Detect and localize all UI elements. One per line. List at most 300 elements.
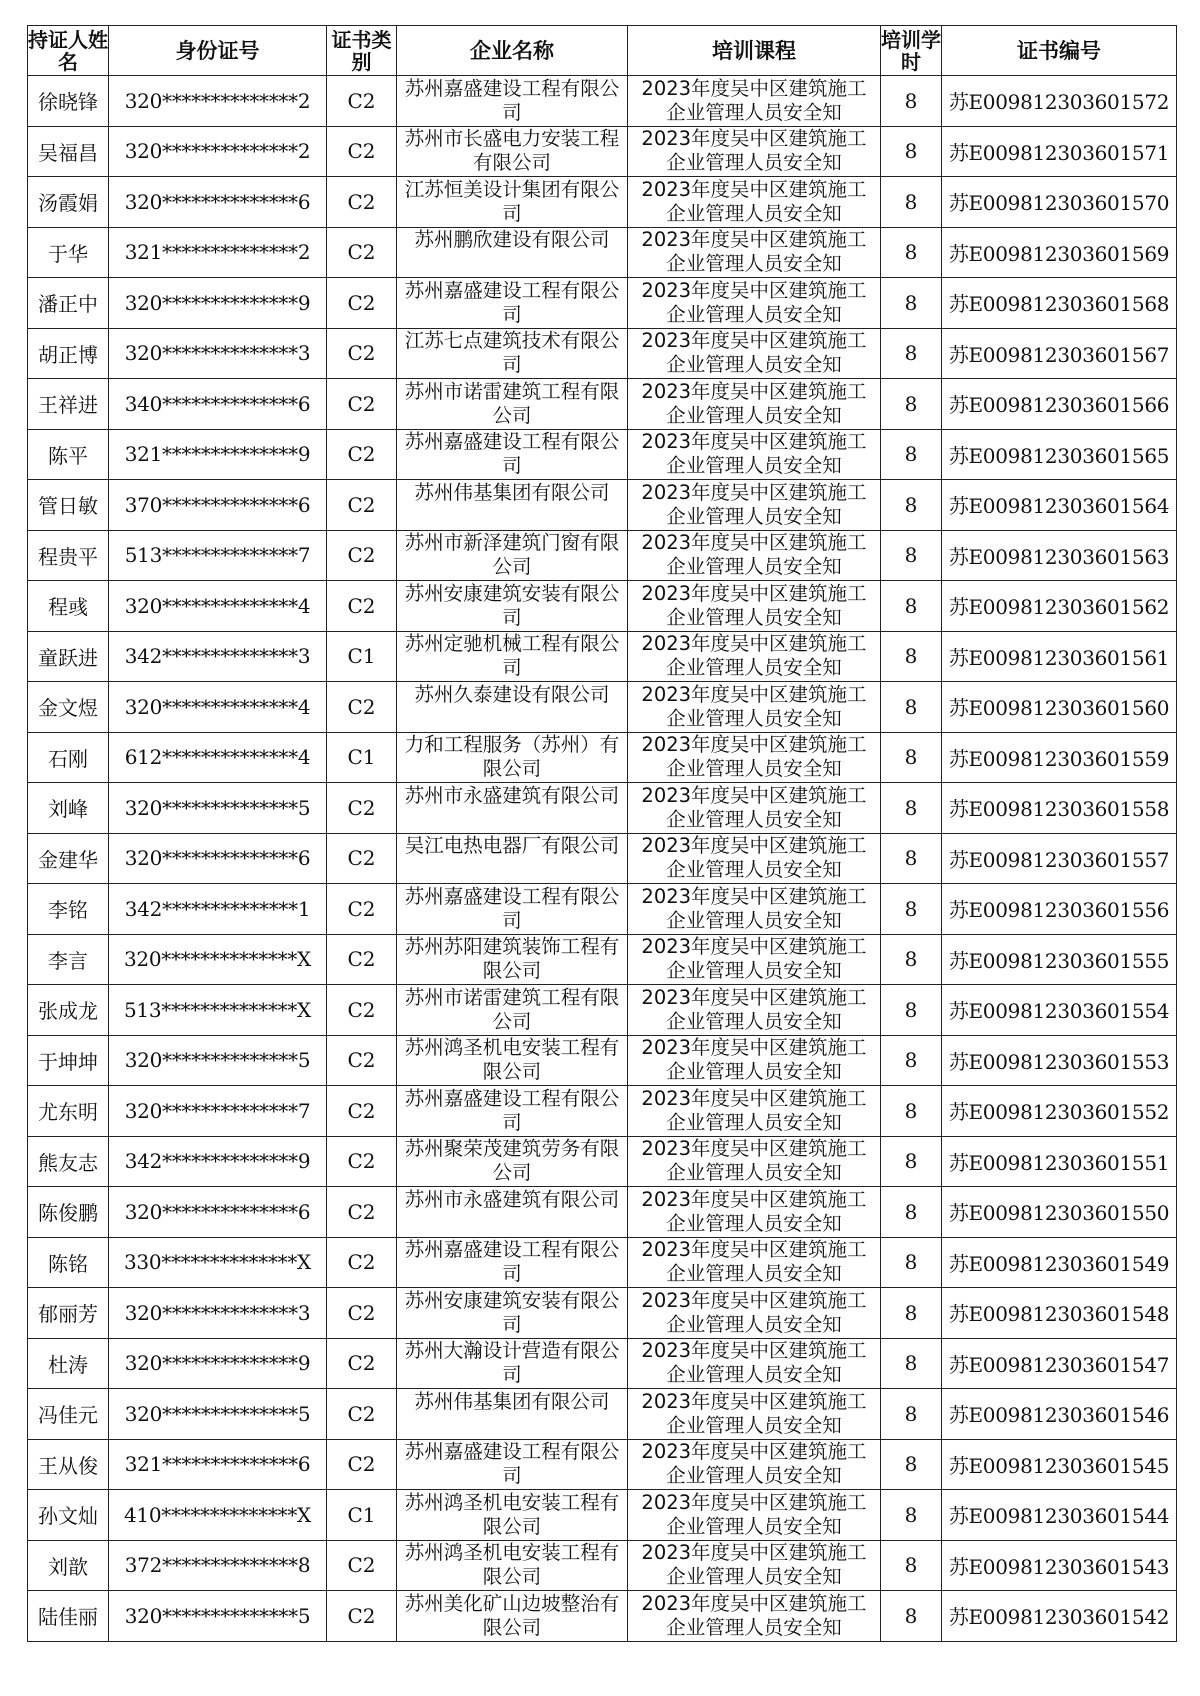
course-cell (628, 1035, 881, 1086)
course-cell (628, 1540, 881, 1591)
company-cell-text: 苏州嘉盛建设工程有限公司 (404, 278, 620, 326)
id-number-cell: 320**************4 (109, 682, 327, 733)
company-cell-text: 苏州定驰机械工程有限公司 (404, 632, 620, 680)
course-cell (628, 480, 881, 531)
company-cell-text: 苏州伟基集团有限公司 (414, 480, 610, 504)
company-cell-text: 苏州嘉盛建设工程有限公司 (404, 1086, 620, 1134)
holder-name-cell: 金建华 (28, 833, 109, 884)
course-cell (628, 379, 881, 430)
company-cell-text: 苏州伟基集团有限公司 (414, 1389, 610, 1413)
cert-type-cell: C2 (327, 1338, 397, 1389)
company-cell-text: 力和工程服务（苏州）有限公司 (404, 733, 620, 781)
table-row (28, 429, 1177, 480)
table-row (28, 884, 1177, 935)
course-cell-text: 2023年度吴中区建筑施工企业管理人员安全知 (641, 1238, 867, 1286)
cert-number-cell: 苏E009812303601545 (942, 1439, 1177, 1490)
header-company: 企业名称 (397, 26, 628, 76)
header-id-number: 身份证号 (109, 26, 327, 76)
holder-name-cell: 管日敏 (28, 480, 109, 531)
course-cell-text: 2023年度吴中区建筑施工企业管理人员安全知 (641, 733, 867, 781)
course-cell (628, 76, 881, 127)
holder-name-cell: 陆佳丽 (28, 1591, 109, 1642)
cert-number-cell: 苏E009812303601556 (942, 884, 1177, 935)
hours-cell: 8 (881, 631, 942, 682)
holder-name-cell: 徐晓锋 (28, 76, 109, 127)
course-cell (628, 732, 881, 783)
company-cell (397, 732, 628, 783)
table-body (28, 76, 1177, 1642)
holder-name-cell: 李言 (28, 934, 109, 985)
course-cell (628, 631, 881, 682)
hours-cell: 8 (881, 934, 942, 985)
course-cell (628, 328, 881, 379)
cert-number-cell: 苏E009812303601551 (942, 1136, 1177, 1187)
cert-number-cell: 苏E009812303601549 (942, 1237, 1177, 1288)
course-cell (628, 1237, 881, 1288)
course-cell (628, 1288, 881, 1339)
cert-type-cell: C2 (327, 1389, 397, 1440)
course-cell (628, 682, 881, 733)
company-cell (397, 833, 628, 884)
hours-cell: 8 (881, 379, 942, 430)
id-number-cell: 320**************X (109, 934, 327, 985)
holder-name-cell: 金文煜 (28, 682, 109, 733)
hours-cell: 8 (881, 1389, 942, 1440)
holder-name-cell: 李铭 (28, 884, 109, 935)
table-row (28, 631, 1177, 682)
course-cell-text: 2023年度吴中区建筑施工企业管理人员安全知 (641, 783, 867, 831)
cert-type-cell: C2 (327, 1035, 397, 1086)
cert-number-cell: 苏E009812303601572 (942, 76, 1177, 127)
cert-type-cell: C2 (327, 682, 397, 733)
header-cert-type: 证书类别 (327, 26, 397, 76)
company-cell (397, 530, 628, 581)
cert-type-cell: C2 (327, 884, 397, 935)
table-row (28, 1086, 1177, 1137)
course-cell-text: 2023年度吴中区建筑施工企业管理人员安全知 (641, 1137, 867, 1185)
course-cell (628, 177, 881, 228)
course-cell-text: 2023年度吴中区建筑施工企业管理人员安全知 (641, 228, 867, 276)
company-cell (397, 177, 628, 228)
table-row (28, 833, 1177, 884)
header-hours: 培训学时 (881, 27, 941, 74)
company-cell-text: 苏州市新泽建筑门窗有限公司 (404, 531, 620, 579)
hours-cell: 8 (881, 76, 942, 127)
header-cert-number: 证书编号 (942, 26, 1177, 76)
cert-number-cell: 苏E009812303601550 (942, 1187, 1177, 1238)
table-row (28, 1187, 1177, 1238)
id-number-cell: 320**************5 (109, 783, 327, 834)
course-cell (628, 884, 881, 935)
company-cell (397, 985, 628, 1036)
certificate-table (27, 25, 1177, 1642)
table-row (28, 1237, 1177, 1288)
company-cell (397, 227, 628, 278)
holder-name-cell: 王祥进 (28, 379, 109, 430)
id-number-cell: 321**************6 (109, 1439, 327, 1490)
table-row (28, 76, 1177, 127)
hours-cell: 8 (881, 1288, 942, 1339)
course-cell-text: 2023年度吴中区建筑施工企业管理人员安全知 (641, 127, 867, 175)
course-cell (628, 1439, 881, 1490)
holder-name-cell: 刘峰 (28, 783, 109, 834)
id-number-cell: 320**************3 (109, 1288, 327, 1339)
holder-name-cell: 程彧 (28, 581, 109, 632)
course-cell-text: 2023年度吴中区建筑施工企业管理人员安全知 (641, 177, 867, 225)
course-cell-text: 2023年度吴中区建筑施工企业管理人员安全知 (641, 935, 867, 983)
hours-cell: 8 (881, 1035, 942, 1086)
id-number-cell: 320**************5 (109, 1035, 327, 1086)
course-cell-text: 2023年度吴中区建筑施工企业管理人员安全知 (641, 1036, 867, 1084)
holder-name-cell: 吴福昌 (28, 126, 109, 177)
cert-type-cell: C2 (327, 581, 397, 632)
holder-name-cell: 程贵平 (28, 530, 109, 581)
id-number-cell: 340**************6 (109, 379, 327, 430)
cert-number-cell: 苏E009812303601570 (942, 177, 1177, 228)
table-row (28, 1338, 1177, 1389)
holder-name-cell: 陈平 (28, 429, 109, 480)
table-row (28, 732, 1177, 783)
holder-name-cell: 杜涛 (28, 1338, 109, 1389)
holder-name-cell: 汤霞娟 (28, 177, 109, 228)
holder-name-cell: 陈俊鹏 (28, 1187, 109, 1238)
cert-number-cell: 苏E009812303601559 (942, 732, 1177, 783)
cert-number-cell: 苏E009812303601542 (942, 1591, 1177, 1642)
cert-type-cell: C2 (327, 833, 397, 884)
course-cell (628, 530, 881, 581)
hours-cell: 8 (881, 177, 942, 228)
course-cell-text: 2023年度吴中区建筑施工企业管理人员安全知 (641, 581, 867, 629)
hours-cell: 8 (881, 328, 942, 379)
table-row (28, 278, 1177, 329)
cert-type-cell: C2 (327, 530, 397, 581)
cert-number-cell: 苏E009812303601560 (942, 682, 1177, 733)
holder-name-cell: 童跃进 (28, 631, 109, 682)
cert-type-cell: C2 (327, 1187, 397, 1238)
course-cell-text: 2023年度吴中区建筑施工企业管理人员安全知 (641, 430, 867, 478)
cert-type-cell: C1 (327, 732, 397, 783)
cert-number-cell: 苏E009812303601543 (942, 1540, 1177, 1591)
id-number-cell: 342**************3 (109, 631, 327, 682)
company-cell (397, 76, 628, 127)
id-number-cell: 330**************X (109, 1237, 327, 1288)
cert-type-cell: C1 (327, 631, 397, 682)
company-cell-text: 苏州市长盛电力安装工程有限公司 (404, 127, 620, 175)
table-row (28, 934, 1177, 985)
company-cell-text: 苏州大瀚设计营造有限公司 (404, 1339, 620, 1387)
company-cell (397, 278, 628, 329)
holder-name-cell: 王从俊 (28, 1439, 109, 1490)
cert-type-cell: C2 (327, 227, 397, 278)
cert-number-cell: 苏E009812303601562 (942, 581, 1177, 632)
id-number-cell: 320**************4 (109, 581, 327, 632)
id-number-cell: 410**************X (109, 1490, 327, 1541)
company-cell-text: 苏州久泰建设有限公司 (414, 682, 610, 706)
holder-name-cell: 尤东明 (28, 1086, 109, 1137)
course-cell (628, 833, 881, 884)
cert-type-cell: C2 (327, 1439, 397, 1490)
course-cell-text: 2023年度吴中区建筑施工企业管理人员安全知 (641, 1389, 867, 1437)
course-cell (628, 1338, 881, 1389)
header-course: 培训课程 (628, 26, 881, 76)
id-number-cell: 370**************6 (109, 480, 327, 531)
id-number-cell: 320**************5 (109, 1389, 327, 1440)
id-number-cell: 320**************2 (109, 126, 327, 177)
company-cell-text: 江苏七点建筑技术有限公司 (404, 329, 620, 377)
cert-number-cell: 苏E009812303601546 (942, 1389, 1177, 1440)
holder-name-cell: 胡正博 (28, 328, 109, 379)
course-cell (628, 1591, 881, 1642)
company-cell (397, 1136, 628, 1187)
hours-cell: 8 (881, 1439, 942, 1490)
hours-cell: 8 (881, 1086, 942, 1137)
cert-number-cell: 苏E009812303601564 (942, 480, 1177, 531)
hours-cell: 8 (881, 1490, 942, 1541)
id-number-cell: 320**************6 (109, 1187, 327, 1238)
table-row (28, 1288, 1177, 1339)
company-cell (397, 328, 628, 379)
table-row (28, 682, 1177, 733)
holder-name-cell: 于华 (28, 227, 109, 278)
course-cell-text: 2023年度吴中区建筑施工企业管理人员安全知 (641, 1288, 867, 1336)
course-cell (628, 227, 881, 278)
cert-number-cell: 苏E009812303601561 (942, 631, 1177, 682)
id-number-cell: 372**************8 (109, 1540, 327, 1591)
course-cell (628, 783, 881, 834)
company-cell (397, 934, 628, 985)
cert-type-cell: C2 (327, 278, 397, 329)
cert-number-cell: 苏E009812303601547 (942, 1338, 1177, 1389)
course-cell (628, 278, 881, 329)
company-cell-text: 苏州嘉盛建设工程有限公司 (404, 430, 620, 478)
table-row (28, 379, 1177, 430)
cert-number-cell: 苏E009812303601555 (942, 934, 1177, 985)
cert-type-cell: C2 (327, 985, 397, 1036)
course-cell-text: 2023年度吴中区建筑施工企业管理人员安全知 (641, 1086, 867, 1134)
company-cell (397, 1490, 628, 1541)
company-cell-text: 苏州嘉盛建设工程有限公司 (404, 1440, 620, 1488)
table-header (28, 26, 1177, 76)
company-cell-text: 江苏恒美设计集团有限公司 (404, 177, 620, 225)
course-cell-text: 2023年度吴中区建筑施工企业管理人员安全知 (641, 1339, 867, 1387)
hours-cell: 8 (881, 1187, 942, 1238)
company-cell (397, 379, 628, 430)
company-cell (397, 429, 628, 480)
holder-name-cell: 陈铭 (28, 1237, 109, 1288)
course-cell-text: 2023年度吴中区建筑施工企业管理人员安全知 (641, 1440, 867, 1488)
cert-type-cell: C2 (327, 126, 397, 177)
holder-name-cell: 张成龙 (28, 985, 109, 1036)
cert-type-cell: C2 (327, 429, 397, 480)
holder-name-cell: 潘正中 (28, 278, 109, 329)
holder-name-cell: 孙文灿 (28, 1490, 109, 1541)
company-cell (397, 631, 628, 682)
cert-type-cell: C2 (327, 1136, 397, 1187)
table-row (28, 480, 1177, 531)
company-cell-text: 吴江电热电器厂有限公司 (404, 834, 620, 858)
course-cell (628, 1136, 881, 1187)
course-cell (628, 1086, 881, 1137)
cert-type-cell: C2 (327, 783, 397, 834)
company-cell (397, 783, 628, 834)
header-row (28, 26, 1177, 76)
cert-type-cell: C2 (327, 1540, 397, 1591)
course-cell-text: 2023年度吴中区建筑施工企业管理人员安全知 (641, 884, 867, 932)
course-cell (628, 1389, 881, 1440)
cert-number-cell: 苏E009812303601554 (942, 985, 1177, 1036)
company-cell (397, 1540, 628, 1591)
cert-type-cell: C2 (327, 1288, 397, 1339)
course-cell-text: 2023年度吴中区建筑施工企业管理人员安全知 (641, 632, 867, 680)
cert-number-cell: 苏E009812303601558 (942, 783, 1177, 834)
holder-name-cell: 于坤坤 (28, 1035, 109, 1086)
hours-cell: 8 (881, 884, 942, 935)
id-number-cell: 320**************7 (109, 1086, 327, 1137)
cert-number-cell: 苏E009812303601565 (942, 429, 1177, 480)
id-number-cell: 320**************2 (109, 76, 327, 127)
id-number-cell: 321**************2 (109, 227, 327, 278)
company-cell-text: 苏州安康建筑安装有限公司 (404, 581, 620, 629)
company-cell (397, 1187, 628, 1238)
cert-number-cell: 苏E009812303601553 (942, 1035, 1177, 1086)
company-cell (397, 682, 628, 733)
holder-name-cell: 石刚 (28, 732, 109, 783)
company-cell-text: 苏州聚荣茂建筑劳务有限公司 (404, 1137, 620, 1185)
course-cell (628, 985, 881, 1036)
hours-cell: 8 (881, 833, 942, 884)
company-cell (397, 1035, 628, 1086)
cert-type-cell: C2 (327, 1591, 397, 1642)
id-number-cell: 342**************9 (109, 1136, 327, 1187)
cert-type-cell: C2 (327, 379, 397, 430)
cert-number-cell: 苏E009812303601548 (942, 1288, 1177, 1339)
hours-cell: 8 (881, 227, 942, 278)
hours-cell: 8 (881, 530, 942, 581)
course-cell-text: 2023年度吴中区建筑施工企业管理人员安全知 (641, 278, 867, 326)
company-cell-text: 苏州苏阳建筑装饰工程有限公司 (404, 935, 620, 983)
course-cell (628, 429, 881, 480)
cert-type-cell: C2 (327, 177, 397, 228)
cert-number-cell: 苏E009812303601567 (942, 328, 1177, 379)
cert-type-cell: C2 (327, 480, 397, 531)
course-cell-text: 2023年度吴中区建筑施工企业管理人员安全知 (641, 76, 867, 124)
company-cell-text: 苏州嘉盛建设工程有限公司 (404, 884, 620, 932)
company-cell (397, 126, 628, 177)
cert-type-cell: C2 (327, 76, 397, 127)
company-cell (397, 1338, 628, 1389)
table-row (28, 227, 1177, 278)
course-cell-text: 2023年度吴中区建筑施工企业管理人员安全知 (641, 1591, 867, 1639)
hours-cell: 8 (881, 429, 942, 480)
company-cell-text: 苏州鹏欣建设有限公司 (414, 228, 610, 252)
table-row (28, 177, 1177, 228)
hours-cell: 8 (881, 783, 942, 834)
table-row (28, 1540, 1177, 1591)
company-cell-text: 苏州安康建筑安装有限公司 (404, 1288, 620, 1336)
table-row (28, 1389, 1177, 1440)
company-cell (397, 1591, 628, 1642)
cert-number-cell: 苏E009812303601552 (942, 1086, 1177, 1137)
course-cell-text: 2023年度吴中区建筑施工企业管理人员安全知 (641, 985, 867, 1033)
id-number-cell: 320**************5 (109, 1591, 327, 1642)
holder-name-cell: 冯佳元 (28, 1389, 109, 1440)
header-holder-name: 持证人姓名 (28, 27, 108, 74)
hours-cell: 8 (881, 985, 942, 1036)
id-number-cell: 321**************9 (109, 429, 327, 480)
table-row (28, 783, 1177, 834)
company-cell (397, 1086, 628, 1137)
id-number-cell: 612**************4 (109, 732, 327, 783)
table-row (28, 530, 1177, 581)
company-cell-text: 苏州鸿圣机电安装工程有限公司 (404, 1541, 620, 1589)
hours-cell: 8 (881, 126, 942, 177)
id-number-cell: 513**************X (109, 985, 327, 1036)
table-row (28, 1439, 1177, 1490)
cert-type-cell: C2 (327, 1237, 397, 1288)
course-cell (628, 126, 881, 177)
course-cell-text: 2023年度吴中区建筑施工企业管理人员安全知 (641, 1490, 867, 1538)
cert-type-cell: C2 (327, 328, 397, 379)
company-cell-text: 苏州嘉盛建设工程有限公司 (404, 1238, 620, 1286)
id-number-cell: 320**************9 (109, 1338, 327, 1389)
company-cell-text: 苏州市永盛建筑有限公司 (404, 783, 620, 807)
cert-number-cell: 苏E009812303601571 (942, 126, 1177, 177)
company-cell (397, 1439, 628, 1490)
id-number-cell: 342**************1 (109, 884, 327, 935)
company-cell (397, 1389, 628, 1440)
course-cell (628, 581, 881, 632)
hours-cell: 8 (881, 682, 942, 733)
cert-number-cell: 苏E009812303601557 (942, 833, 1177, 884)
company-cell-text: 苏州嘉盛建设工程有限公司 (404, 76, 620, 124)
table-row (28, 985, 1177, 1036)
hours-cell: 8 (881, 732, 942, 783)
company-cell (397, 884, 628, 935)
hours-cell: 8 (881, 581, 942, 632)
company-cell-text: 苏州美化矿山边坡整治有限公司 (404, 1591, 620, 1639)
course-cell-text: 2023年度吴中区建筑施工企业管理人员安全知 (641, 834, 867, 882)
table-row (28, 581, 1177, 632)
id-number-cell: 320**************6 (109, 833, 327, 884)
course-cell (628, 1490, 881, 1541)
course-cell-text: 2023年度吴中区建筑施工企业管理人员安全知 (641, 682, 867, 730)
hours-cell: 8 (881, 1540, 942, 1591)
hours-cell: 8 (881, 1136, 942, 1187)
holder-name-cell: 郁丽芳 (28, 1288, 109, 1339)
hours-cell: 8 (881, 278, 942, 329)
id-number-cell: 320**************9 (109, 278, 327, 329)
company-cell (397, 1237, 628, 1288)
holder-name-cell: 刘歆 (28, 1540, 109, 1591)
id-number-cell: 513**************7 (109, 530, 327, 581)
cert-type-cell: C1 (327, 1490, 397, 1541)
cert-number-cell: 苏E009812303601563 (942, 530, 1177, 581)
company-cell-text: 苏州鸿圣机电安装工程有限公司 (404, 1490, 620, 1538)
table-row (28, 1136, 1177, 1187)
id-number-cell: 320**************3 (109, 328, 327, 379)
course-cell-text: 2023年度吴中区建筑施工企业管理人员安全知 (641, 480, 867, 528)
hours-cell: 8 (881, 1591, 942, 1642)
company-cell-text: 苏州市永盛建筑有限公司 (404, 1187, 620, 1211)
cert-type-cell: C2 (327, 1086, 397, 1137)
hours-cell: 8 (881, 1338, 942, 1389)
cert-number-cell: 苏E009812303601544 (942, 1490, 1177, 1541)
course-cell (628, 934, 881, 985)
company-cell (397, 1288, 628, 1339)
course-cell-text: 2023年度吴中区建筑施工企业管理人员安全知 (641, 531, 867, 579)
course-cell (628, 1187, 881, 1238)
table-row (28, 1035, 1177, 1086)
